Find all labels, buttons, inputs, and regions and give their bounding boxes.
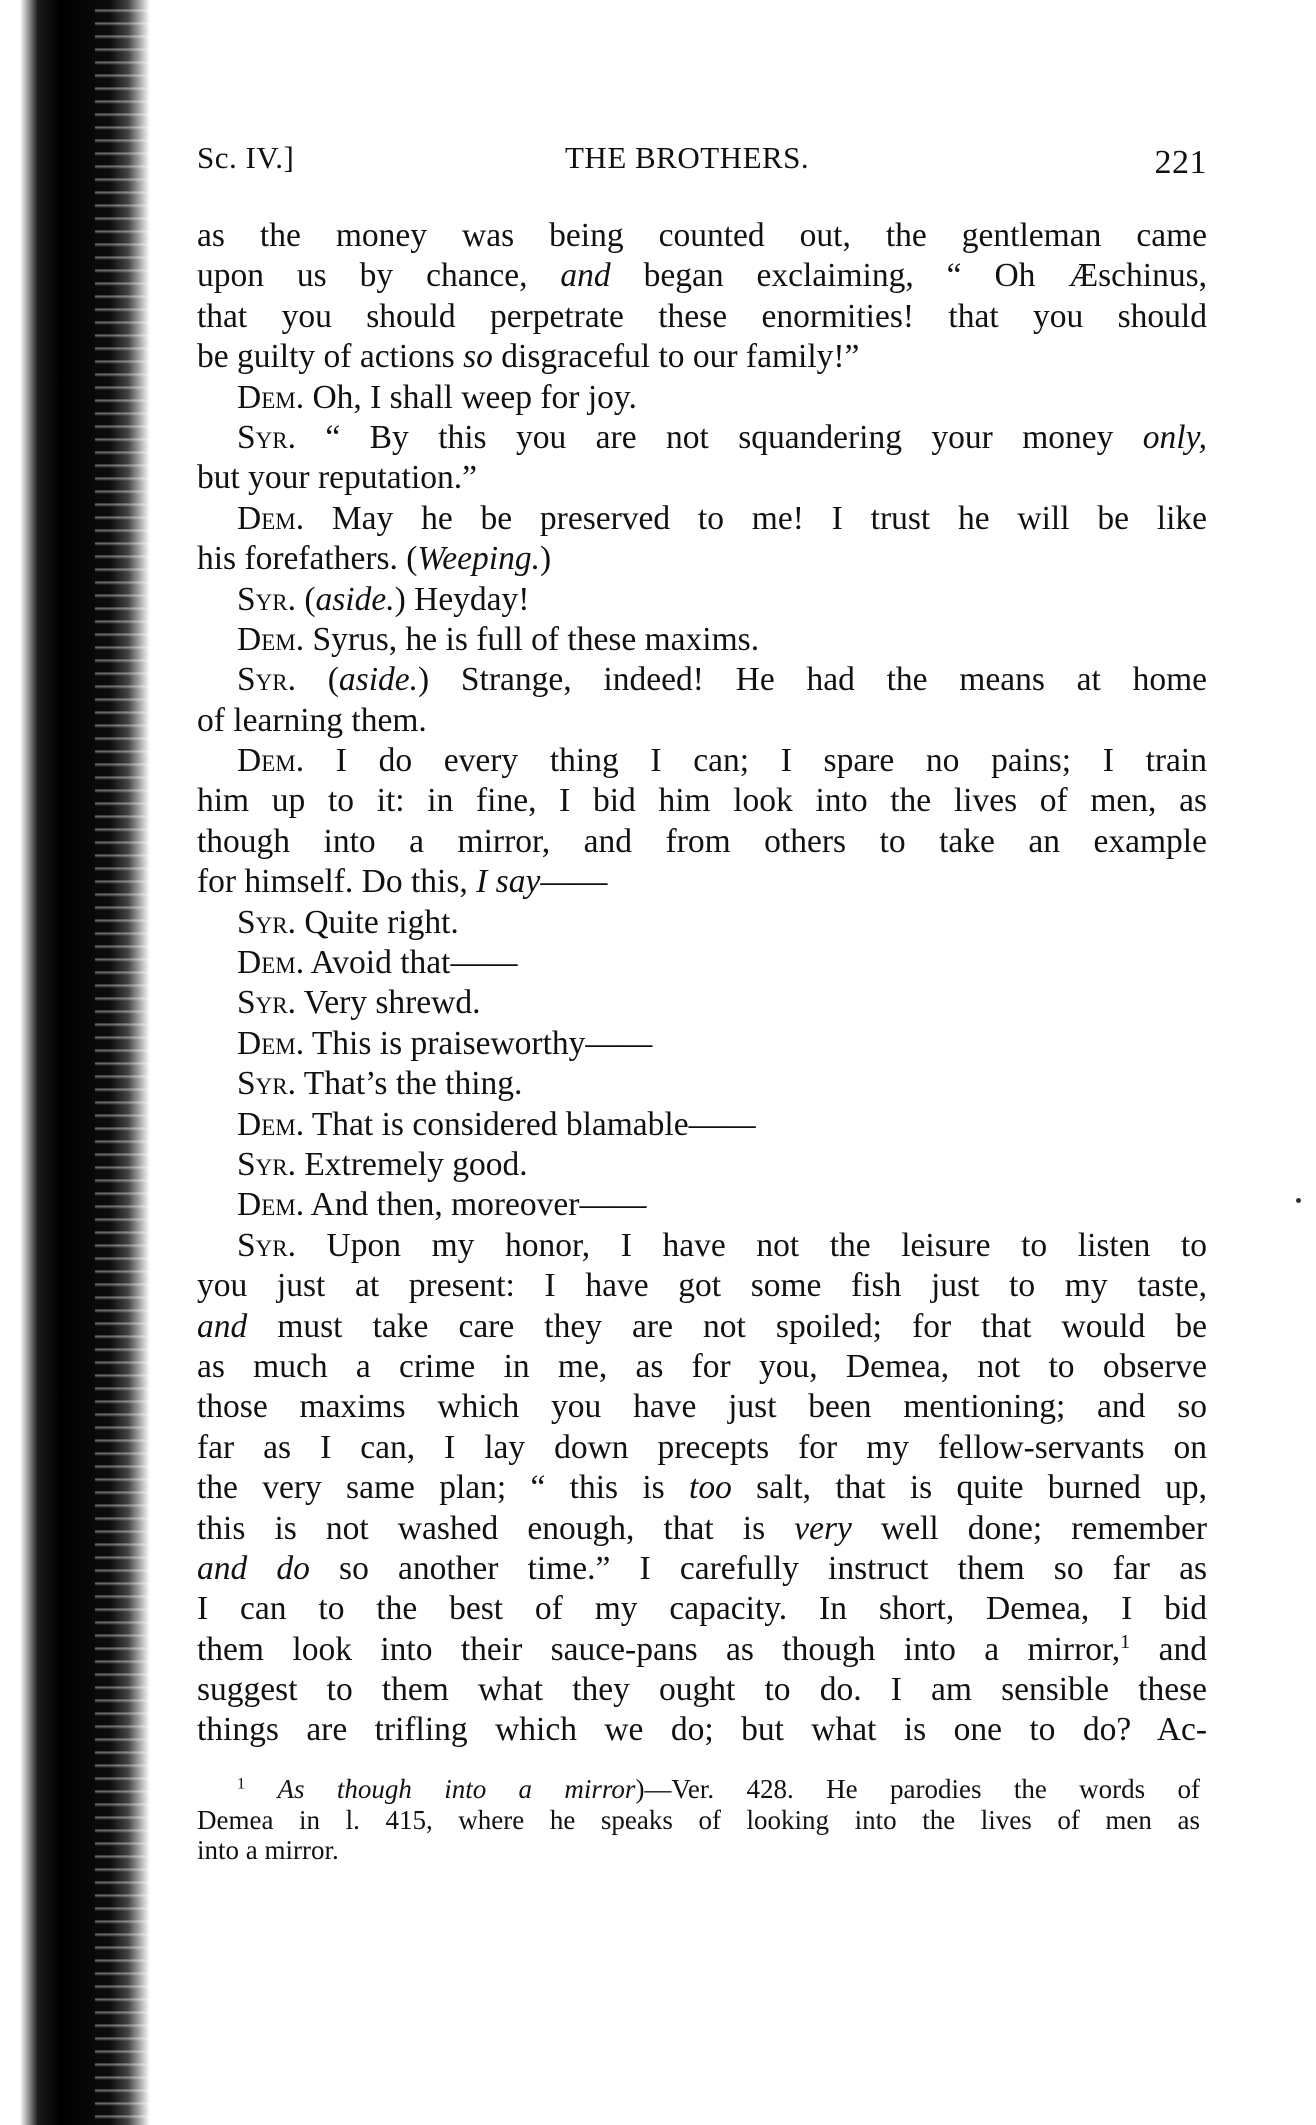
text-line — [197, 1428, 1207, 1468]
text-run: —— — [540, 863, 608, 901]
text-line — [197, 1064, 1207, 1104]
running-header — [197, 140, 1207, 192]
speaker-label: Syr. — [237, 903, 296, 941]
text-run: ( — [295, 661, 339, 699]
text-run: Demea in l. 415, where he speaks of looking into the lives of men as — [197, 1804, 1200, 1835]
text-run: ) Strange, indeed! He had the means at home — [418, 661, 1208, 699]
text-line — [197, 337, 1207, 377]
footnote-line — [197, 1835, 1200, 1866]
text-run: Oh, I shall weep for joy. — [304, 378, 637, 416]
text-run: disgraceful to our family!” — [492, 338, 860, 376]
speaker-label: Dem. — [237, 1186, 305, 1224]
text-line — [197, 903, 1207, 943]
footnote-line — [197, 1805, 1200, 1836]
text-run: ) — [539, 540, 552, 578]
speaker-label: Syr. — [237, 418, 296, 456]
text-run: suggest to them what they ought to do. I am sensible these — [197, 1671, 1207, 1709]
text-run: I can to the best of my capacity. In short, Demea, I bid — [197, 1590, 1207, 1628]
text-run: ( — [295, 580, 316, 618]
text-line — [197, 1670, 1207, 1710]
footnotes — [197, 1774, 1200, 1866]
text-line — [197, 943, 1207, 983]
text-line — [197, 862, 1207, 902]
text-line — [197, 378, 1207, 418]
text-run: you just at present: I have got some fish just to my taste, — [197, 1267, 1207, 1305]
text-run: as the money was being counted out, the gentleman came — [197, 217, 1207, 254]
italic-run: and do — [197, 1549, 310, 1587]
main-text — [197, 216, 1207, 1751]
text-line — [197, 701, 1207, 741]
italic-run: so — [463, 338, 493, 376]
text-run: Extremely good. — [295, 1145, 528, 1183]
text-run: must take care they are not spoiled; for that would be — [247, 1307, 1207, 1345]
text-line — [197, 1024, 1207, 1064]
text-line — [197, 1387, 1207, 1427]
text-run: of learning them. — [197, 701, 427, 739]
italic-run: Weeping. — [417, 540, 540, 578]
text-line — [197, 1509, 1207, 1549]
text-run: this is not washed enough, that is — [197, 1509, 795, 1547]
text-line — [197, 620, 1207, 660]
speaker-label: Dem. — [237, 1105, 305, 1143]
footnote-marker: 1 — [1120, 1630, 1131, 1653]
footnote-marker: 1 — [237, 1774, 246, 1793]
footnote-line — [197, 1774, 1200, 1805]
speaker-label: Syr. — [237, 1145, 296, 1183]
italic-run: As though into a mirror — [277, 1774, 636, 1804]
text-run: for himself. Do this, — [197, 863, 477, 901]
text-run: his forefathers. ( — [197, 540, 418, 578]
text-run: though into a mirror, and from others to take an example — [197, 822, 1207, 860]
text-line — [197, 781, 1207, 821]
text-run: I do every thing I can; I spare no pains; I train — [304, 742, 1207, 780]
text-run: and — [1130, 1630, 1207, 1668]
text-line — [197, 580, 1207, 620]
speaker-label: Dem. — [237, 742, 305, 780]
text-run: Avoid that—— — [304, 944, 518, 982]
text-run: This is praiseworthy—— — [304, 1024, 653, 1062]
text-run: but your reputation.” — [197, 459, 478, 497]
text-line — [197, 1226, 1207, 1266]
text-run: as much a crime in me, as for you, Demea, not to observe — [197, 1347, 1207, 1385]
italic-run: aside. — [315, 580, 395, 618]
text-run: And then, moreover—— — [304, 1186, 647, 1224]
text-run: began exclaiming, “ Oh Æschinus, — [610, 257, 1207, 295]
scene-label: Sc. IV.] — [197, 140, 295, 175]
italic-run: and — [560, 257, 611, 295]
book-binding-edge — [0, 0, 150, 2125]
italic-run: very — [794, 1509, 852, 1547]
text-run: Very shrewd. — [295, 984, 481, 1022]
text-line — [197, 1185, 1207, 1225]
text-line — [197, 1549, 1207, 1589]
speaker-label: Syr. — [237, 580, 296, 618]
speaker-label: Syr. — [237, 1226, 296, 1264]
text-run: May he be preserved to me! I trust he will be like — [304, 499, 1207, 537]
text-run: far as I can, I lay down precepts for my fellow-servants on — [197, 1428, 1207, 1466]
text-line — [197, 256, 1207, 296]
text-line — [197, 822, 1207, 862]
text-line — [197, 499, 1207, 539]
speaker-label: Dem. — [237, 378, 305, 416]
text-run: “ By this you are not squandering your money — [295, 418, 1143, 456]
text-run: )—Ver. 428. He parodies the words of — [635, 1774, 1201, 1804]
text-run: be guilty of actions — [197, 338, 464, 376]
text-line — [197, 1145, 1207, 1185]
text-line — [197, 458, 1207, 498]
speaker-label: Dem. — [237, 1024, 305, 1062]
text-run: Syrus, he is full of these maxims. — [304, 620, 760, 658]
text-line — [197, 1710, 1207, 1750]
italic-run: too — [689, 1469, 732, 1507]
text-line — [197, 660, 1207, 700]
italic-run: only, — [1142, 418, 1207, 456]
text-line — [197, 741, 1207, 781]
speaker-label: Syr. — [237, 661, 296, 699]
text-run: That is considered blamable—— — [304, 1105, 756, 1143]
text-run: upon us by chance, — [197, 257, 561, 295]
text-line — [197, 216, 1207, 256]
text-line — [197, 1307, 1207, 1347]
text-run: so another time.” I carefully instruct them so far as — [309, 1549, 1207, 1587]
text-run: into a mirror. — [197, 1835, 339, 1865]
speaker-label: Dem. — [237, 620, 305, 658]
text-run: ) Heyday! — [394, 580, 530, 618]
ink-speck — [1296, 1198, 1301, 1203]
text-run: things are trifling which we do; but what is one to do? Ac- — [197, 1711, 1207, 1749]
text-line — [197, 1105, 1207, 1145]
text-run: them look into their sauce-pans as though into a mirror, — [197, 1630, 1121, 1668]
text-run: well done; remember — [851, 1509, 1208, 1547]
text-line — [197, 1630, 1207, 1670]
speaker-label: Dem. — [237, 499, 305, 537]
speaker-label: Syr. — [237, 984, 296, 1022]
text-line — [197, 1468, 1207, 1508]
text-run: Quite right. — [295, 903, 459, 941]
text-line — [197, 1589, 1207, 1629]
text-run: the very same plan; “ this is — [197, 1469, 690, 1507]
text-line — [197, 983, 1207, 1023]
text-run: Upon my honor, I have not the leisure to listen to — [295, 1226, 1207, 1264]
text-line — [197, 1347, 1207, 1387]
text-run: that you should perpetrate these enormities! that you should — [197, 297, 1207, 335]
italic-run: and — [197, 1307, 248, 1345]
running-title: THE BROTHERS. — [565, 140, 810, 175]
text-line — [197, 418, 1207, 458]
text-run: That’s the thing. — [295, 1065, 523, 1103]
text-run: those maxims which you have just been mentioning; and so — [197, 1388, 1207, 1426]
speaker-label: Syr. — [237, 1065, 296, 1103]
text-run — [245, 1774, 277, 1804]
italic-run: aside. — [338, 661, 418, 699]
italic-run: I say — [476, 863, 541, 901]
text-run: salt, that is quite burned up, — [731, 1469, 1208, 1507]
text-line — [197, 539, 1207, 579]
text-line — [197, 297, 1207, 337]
text-line — [197, 1266, 1207, 1306]
page-number: 221 — [1154, 144, 1207, 181]
speaker-label: Dem. — [237, 944, 305, 982]
text-run: him up to it: in fine, I bid him look into the lives of men, as — [197, 782, 1207, 820]
